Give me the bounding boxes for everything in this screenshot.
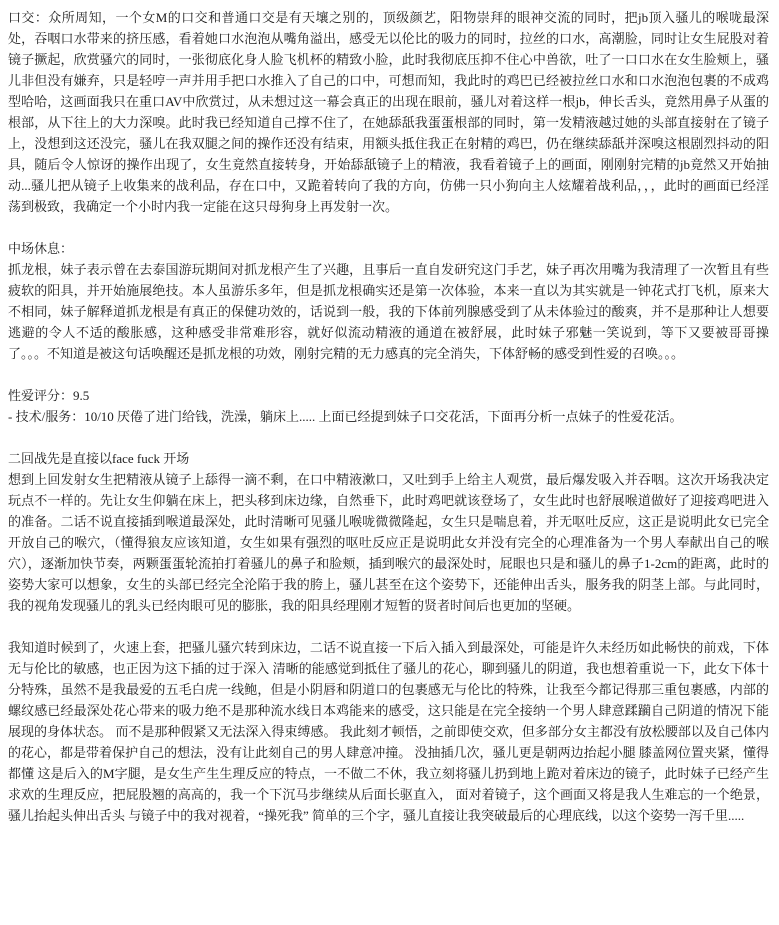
heading-rating: 性爱评分：9.5 <box>8 388 90 403</box>
paragraph-interlude: 抓龙根，妹子表示曾在去泰国游玩期间对抓龙根产生了兴趣，且事后一直自发研究这门手艺，妹子再次用嘴为我清理了一次暂且有些疲软的阳具，并开始施展绝技。本人虽游乐多年，但是抓龙根确实还是第一次体验，本来一直以为其实就是一钟花式打飞机，原来大不相同，妹子解释道抓龙根是有真正的保健功效的，话说到一般，我的下体前列腺感受到了从未体验过的酸爽，并不是那种让人想要逃避的令人不适的酸胀感，这种感受非常难形容，就好似流动精液的通道在被舒展，此时妹子邪魅一笑说到，等下又要被哥哥操了。。。不知道是被这句话唤醒还是抓龙根的功效，刚射完精的无力感真的完全消失，下体舒畅的感受到性爱的召唤。。。 <box>8 262 769 361</box>
paragraph-section-oral: 口交：众所周知，一个女M的口交和普通口交是有天壤之别的，顶级颜艺，阳物崇拜的眼神交流的同时，把jb顶入骚儿的喉咙最深处，吞咽口水带来的挤压感，看着她口水泡泡从嘴角溢出，感受无以伦比的吸力的同时，拉丝的口水，高潮脸，同时让女生屁股对着镜子撅起，欣赏骚穴的同时，一张彻底化身人脸飞机杯的精致小脸，此时我彻底压抑不住心中兽欲，吐了一口口水在女生脸颊上，骚儿非但没有嫌弃，只是轻哼一声并用手把口水推入了自己的口中，可想而知，我此时的鸡巴已经被拉丝口水和口水泡泡包裹的不成鸡型哈哈，这画面我只在重口AV中欣赏过，从未想过这一幕会真正的出现在眼前，骚儿对着这样一根jb，伸长舌头，竟然用鼻子从蛋的根部，从下往上的大力深嗅。此时我已经知道自己撑不住了，在她舔舐我蛋蛋根部的同时，第一发精液越过她的头部直接射在了镜子上，没想到这还没完，骚儿在我双腿之间的操作还没有结束，用额头抵住我正在射精的鸡巴，仍在继续舔舐并深嗅这根剧烈抖动的阳具，随后令人惊讶的操作出现了，女生竟然直接转身，开始舔舐镜子上的精液，我看着镜子上的画面，刚刚射完精的jb竟然又开始抽动...骚儿把从镜子上收集来的战利品，存在口中，又跪着转向了我的方向，仿佛一只小狗向主人炫耀着战利品，，，此时的画面已经淫荡到极致，我确定一个小时内我一定能在这只母狗身上再发射一次。 <box>8 10 769 214</box>
paragraph-finale: 我知道时候到了，火速上套，把骚儿骚穴转到床边，二话不说直接一下后入插入到最深处，可能是许久未经历如此畅快的前戏，下体无与伦比的敏感，也正因为这下插的过于深入 清晰的能感觉到抵住了骚儿的花心，聊到骚儿的阴道，我也想着重说一下，此女下体十分特殊，虽然不是我最爱的五毛白虎一线鲍，但是小阴唇和阴道口的包裹感无与伦比的特殊，让我至今都记得那三重包裹感，内部的螺纹感已经最深处花心带来的吸力绝不是那种流水线日本鸡能来的感受，这只能是在完全接纳一个男人肆意蹂躏自己阴道的情况下能展现的身体状态。 而不是那种假紧又无法深入得束缚感。 我此刻才顿悟，之前即使交欢，但多部分女主都没有放松腰部以及自己体内的花心，都是带着保护自己的想法，没有让此刻自己的男人肆意冲撞。 没抽插几次，骚儿更是朝两边抬起小腿 膝盖网位置夹紧，懂得都懂 这是后入的M字腿，是女生产生生理反应的特点，一不做二不休，我立刻将骚儿扔到地上跪对着床边的镜子，此时妹子已经产生求欢的生理反应，把屁股翘的高高的，我一个下沉马步继续从后面长驱直入， 面对着镜子，这个画面又将是我人生难忘的一个绝景，骚儿抬起头伸出舌头 与镜子中的我对视着，“操死我” 简单的三个字，骚儿直接让我突破最后的心理底线，以这个姿势一泻千里..... <box>8 640 769 823</box>
heading-round-two: 二回战先是直接以face fuck 开场 <box>8 451 190 466</box>
paragraph-round-two: 想到上回发射女生把精液从镜子上舔得一滴不剩，在口中精液漱口，又吐到手上给主人观赏，最后爆发吸入并吞咽。这次开场我决定玩点不一样的。先让女生仰躺在床上，把头移到床边缘，自然垂下，此时鸡吧就该登场了，女生此时也舒展喉道做好了迎接鸡吧进入的准备。二话不说直接插到喉道最深处，此时清晰可见骚儿喉咙微微隆起，女生只是喘息着，并无呕吐反应，这正是说明此女已完全开放自己的喉穴，（懂得狼友应该知道，女生如果有强烈的呕吐反应正是说明此女并没有完全的心理准备为一个男人奉献出自己的喉穴），逐渐加快节奏，两颗蛋蛋轮流拍打着骚儿的鼻子和脸颊，插到喉穴的最深处时，屁眼也只是和骚儿的鼻子1-2cm的距离，此时的姿势大家可以想象，女生的头部已经完全沦陷于我的胯上，骚儿甚至在这个姿势下，还能伸出舌头，服务我的阴茎上部。与此同时，我的视角发现骚儿的乳头已经肉眼可见的膨胀，我的阳具经理刚才短暂的贤者时间后也更加的坚硬。 <box>8 472 769 613</box>
heading-interlude: 中场休息： <box>8 241 74 256</box>
line-tech-service-rating: - 技术/服务：10/10 厌倦了进门给钱，洗澡，躺床上..... 上面已经提到妹子口交花活，下面再分析一点妹子的性爱花活。 <box>8 409 683 424</box>
